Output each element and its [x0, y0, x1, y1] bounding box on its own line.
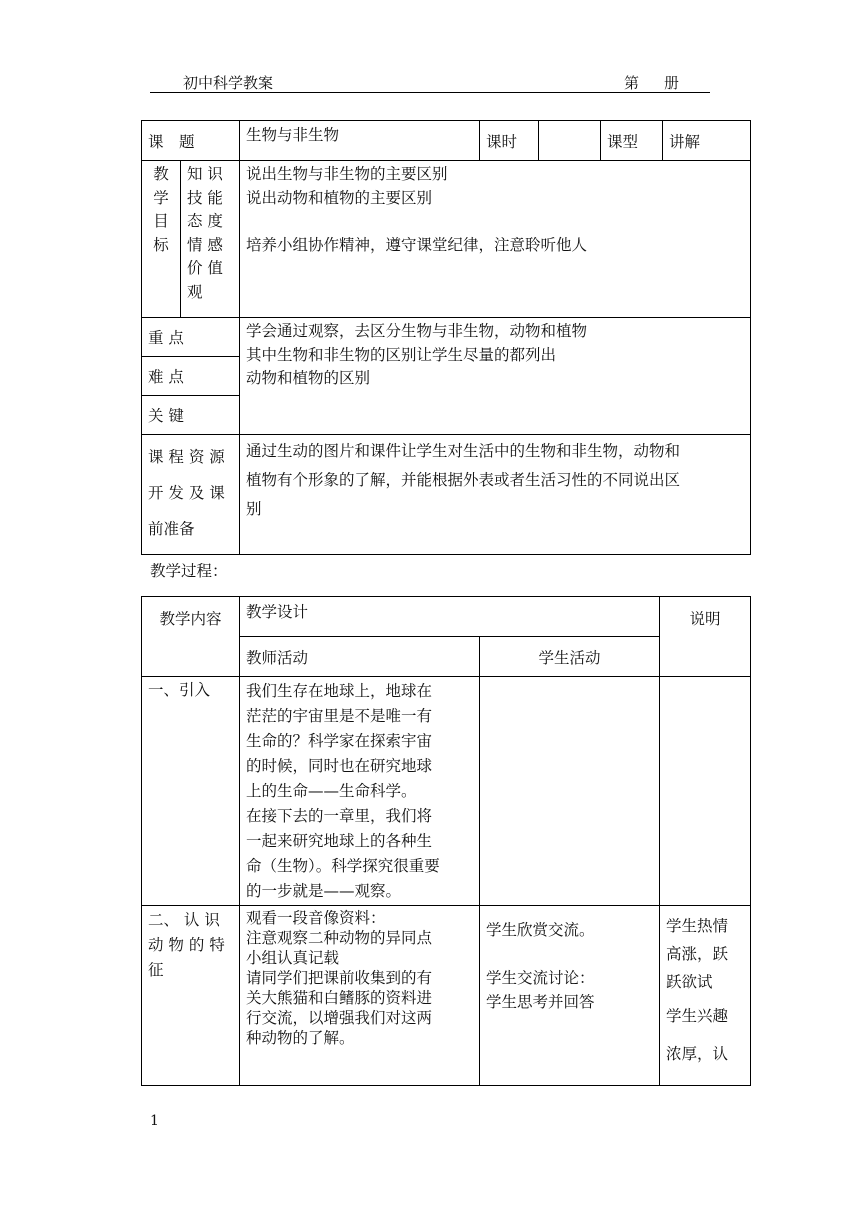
table-row — [142, 677, 751, 906]
row-content: 二、 认 识 动 物 的 特 征 — [142, 906, 240, 1086]
type-value: 讲解 — [663, 121, 751, 161]
row-teacher-activity: 观看一段音像资料： 注意观察二种动物的异同点 小组认真记载 请同学们把课前收集到的有 关大熊猫和白鳍豚的资料进 行交流，以增强我们对这两 种动物的了解。 — [240, 906, 480, 1086]
resource-label: 课 程 资 源 开 发 及 课 前准备 — [142, 435, 240, 555]
row-note: 学生热情 高涨，跃 跃欲试 学生兴趣 浓厚，认 — [660, 906, 751, 1086]
goal-label: 教 学 目 标 — [142, 161, 181, 318]
col-teacher-header: 教师活动 — [240, 637, 480, 677]
topic-value: 生物与非生物 — [240, 121, 480, 161]
process-title: 教学过程： — [150, 562, 228, 580]
resource-content: 通过生动的图片和课件让学生对生活中的生物和非生物，动物和 植物有个形象的了解，并能根据外表或者生活习性的不同说出区 别 — [240, 435, 751, 555]
focus-content: 学会通过观察，去区分生物与非生物，动物和植物 其中生物和非生物的区别让学生尽量的都列出 动物和植物的区别 — [240, 318, 751, 435]
header-title: 初中科学教案 — [183, 74, 274, 92]
hours-label: 课时 — [480, 121, 539, 161]
difficulty-label: 难 点 — [142, 357, 240, 396]
teaching-process-table — [141, 596, 751, 1086]
row-student-activity: 学生欣赏交流。 学生交流讨论： 学生思考并回答 — [480, 906, 660, 1086]
header-volume-suffix: 册 — [664, 74, 680, 92]
key-label: 关 键 — [142, 396, 240, 435]
type-label: 课型 — [601, 121, 663, 161]
page-number: 1 — [150, 1113, 159, 1129]
lesson-info-table — [141, 120, 751, 555]
row-content: 一、引入 — [142, 677, 240, 906]
col-design-header: 教学设计 — [240, 597, 660, 637]
header-rule — [150, 92, 710, 93]
col-student-header: 学生活动 — [480, 637, 660, 677]
goal-content: 说出生物与非生物的主要区别 说出动物和植物的主要区别 培养小组协作精神，遵守课堂纪律，注意聆听他人 — [240, 161, 751, 318]
hours-value — [539, 121, 601, 161]
row-student-activity — [480, 677, 660, 906]
topic-label: 课 题 — [142, 121, 240, 161]
row-teacher-activity: 我们生存在地球上，地球在 茫茫的宇宙里是不是唯一有 生命的？科学家在探索宇宙 的时候，同时也在研究地球 上的生命——生命科学。 在接下去的一章里，我们将 一起来研究地球上的各种生 命（生物）。科学探究很重要 的一步就是——观察。 — [240, 677, 480, 906]
col-note-header: 说明 — [660, 597, 751, 677]
col-content-header: 教学内容 — [142, 597, 240, 677]
focus-label: 重 点 — [142, 318, 240, 357]
goal-sub-label: 知 识 技 能 态 度 情 感 价 值 观 — [181, 161, 240, 318]
row-note — [660, 677, 751, 906]
table-row — [142, 906, 751, 1086]
header-volume-prefix: 第 — [624, 74, 640, 92]
